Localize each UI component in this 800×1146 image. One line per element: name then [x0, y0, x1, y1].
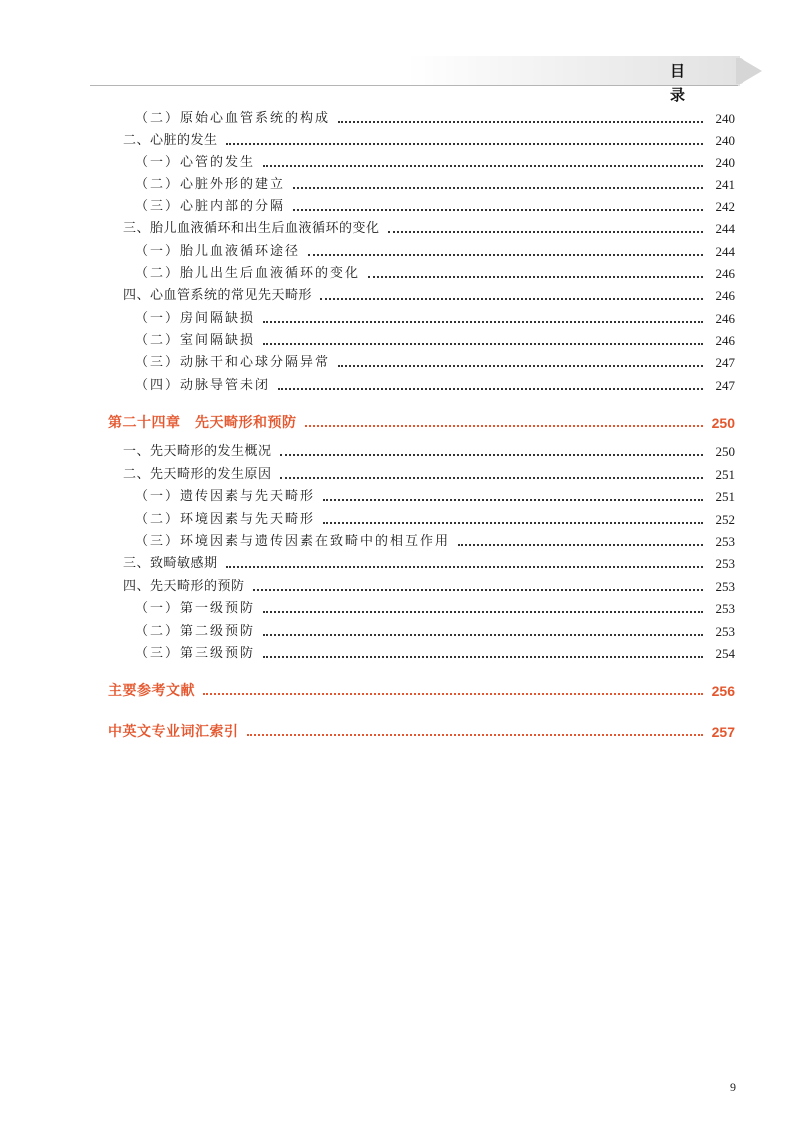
leader-dots — [308, 253, 703, 256]
leader-dots — [293, 208, 703, 211]
toc-chapter-label: 第二十四章 先天畸形和预防 — [108, 415, 297, 431]
leader-dots — [280, 453, 703, 456]
toc-entry-label: （一）房间隔缺损 — [135, 311, 256, 326]
toc-entry-page: 253 — [715, 534, 735, 549]
toc-entry-label: （二）第二级预防 — [135, 624, 256, 639]
leader-dots — [458, 543, 703, 546]
leader-dots — [305, 424, 704, 427]
leader-dots — [320, 297, 703, 300]
leader-dots — [368, 275, 703, 278]
toc-entry[interactable] — [135, 197, 735, 217]
toc-entry[interactable] — [135, 331, 735, 351]
toc-chapter-entry[interactable] — [108, 681, 735, 701]
toc-entry-label: （二）心脏外形的建立 — [135, 177, 286, 192]
toc-entry[interactable] — [135, 487, 735, 507]
toc-entry-page: 252 — [715, 512, 735, 527]
leader-dots — [263, 342, 703, 345]
toc-entry-label: （一）心管的发生 — [135, 155, 256, 170]
header-band — [0, 56, 740, 104]
toc-entry-page: 240 — [715, 111, 735, 126]
toc-entry[interactable] — [135, 644, 735, 664]
toc-chapter-page: 257 — [711, 724, 735, 740]
toc-entry-label: 四、先天畸形的预防 — [123, 579, 245, 594]
toc-chapter-entry[interactable] — [108, 722, 735, 742]
toc-entry[interactable] — [123, 286, 735, 306]
leader-dots — [203, 692, 703, 695]
toc-entry-page: 242 — [715, 199, 735, 214]
toc-entry-label: （一）胎儿血液循环途径 — [135, 244, 301, 259]
toc-entry-label: 二、先天畸形的发生原因 — [123, 467, 272, 482]
toc-entry[interactable] — [135, 153, 735, 173]
toc-entry-label: （二）室间隔缺损 — [135, 333, 256, 348]
toc-entry-page: 240 — [715, 133, 735, 148]
header-rule — [90, 85, 738, 86]
toc-entry-page: 240 — [715, 155, 735, 170]
leader-dots — [338, 364, 703, 367]
leader-dots — [323, 521, 703, 524]
toc-entry[interactable] — [123, 465, 735, 485]
toc-entry[interactable] — [135, 353, 735, 373]
leader-dots — [323, 498, 703, 501]
toc-entry-page: 251 — [715, 467, 735, 482]
toc-entry-page: 246 — [715, 266, 735, 281]
toc-entry-page: 246 — [715, 333, 735, 348]
running-header-title: 目 录 — [670, 62, 696, 104]
toc-entry[interactable] — [135, 376, 735, 396]
toc-entry-label: 三、致畸敏感期 — [123, 556, 218, 571]
leader-dots — [280, 476, 703, 479]
toc-entry-label: （四）动脉导管未闭 — [135, 378, 271, 393]
toc-entry-label: 一、先天畸形的发生概况 — [123, 444, 272, 459]
toc-entry-page: 246 — [715, 288, 735, 303]
leader-dots — [263, 655, 703, 658]
toc-entry-page: 254 — [715, 646, 735, 661]
toc-entry-label: 二、心脏的发生 — [123, 133, 218, 148]
leader-dots — [247, 733, 704, 736]
toc-entry-label: （二）原始心血管系统的构成 — [135, 111, 331, 126]
toc-entry[interactable] — [135, 242, 735, 262]
header-tab-arrow-icon — [740, 58, 762, 84]
toc-entry-page: 246 — [715, 311, 735, 326]
toc-entry[interactable] — [123, 554, 735, 574]
toc-entry-page: 247 — [715, 378, 735, 393]
leader-dots — [263, 633, 703, 636]
toc-chapter-label: 中英文专业词汇索引 — [108, 724, 239, 740]
toc-chapter-page: 250 — [711, 415, 735, 431]
leader-dots — [263, 164, 703, 167]
toc-entry-page: 247 — [715, 355, 735, 370]
toc-entry-page: 253 — [715, 579, 735, 594]
toc-entry-label: （二）环境因素与先天畸形 — [135, 512, 316, 527]
toc-chapter-entry[interactable] — [108, 413, 735, 433]
toc-entry-page: 244 — [715, 221, 735, 236]
toc-entry-label: （二）胎儿出生后血液循环的变化 — [135, 266, 361, 281]
toc-entry-page: 250 — [715, 444, 735, 459]
toc-entry-label: （一）遗传因素与先天畸形 — [135, 489, 316, 504]
toc-entry-page: 253 — [715, 601, 735, 616]
toc-entry[interactable] — [123, 131, 735, 151]
toc-entry-label: （三）心脏内部的分隔 — [135, 199, 286, 214]
toc-entry[interactable] — [123, 442, 735, 462]
leader-dots — [388, 230, 703, 233]
toc-entry[interactable] — [135, 599, 735, 619]
leader-dots — [263, 320, 703, 323]
toc-entry-page: 244 — [715, 244, 735, 259]
toc-entry-label: （三）动脉干和心球分隔异常 — [135, 355, 331, 370]
toc-entry[interactable] — [123, 577, 735, 597]
toc-entry[interactable] — [135, 264, 735, 284]
toc-entry[interactable] — [135, 532, 735, 552]
toc-entry[interactable] — [135, 309, 735, 329]
toc-entry[interactable] — [135, 175, 735, 195]
toc-entry[interactable] — [135, 622, 735, 642]
toc-entry-label: 三、胎儿血液循环和出生后血液循环的变化 — [123, 221, 380, 236]
toc-entry-label: （一）第一级预防 — [135, 601, 256, 616]
toc-entry-page: 241 — [715, 177, 735, 192]
toc-entry[interactable] — [135, 510, 735, 530]
leader-dots — [278, 387, 703, 390]
toc-entry[interactable] — [123, 219, 735, 239]
leader-dots — [338, 120, 703, 123]
leader-dots — [226, 142, 703, 145]
toc-entry-label: （三）第三级预防 — [135, 646, 256, 661]
toc-chapter-page: 256 — [711, 683, 735, 699]
toc-entry-label: （三）环境因素与遗传因素在致畸中的相互作用 — [135, 534, 451, 549]
toc-entry-label: 四、心血管系统的常见先天畸形 — [123, 288, 313, 303]
toc-entry-page: 253 — [715, 556, 735, 571]
leader-dots — [293, 186, 703, 189]
toc-entry-page: 251 — [715, 489, 735, 504]
page-number: 9 — [730, 1080, 736, 1094]
leader-dots — [226, 565, 703, 568]
toc-entry[interactable] — [135, 109, 735, 129]
toc-chapter-label: 主要参考文献 — [108, 683, 195, 699]
leader-dots — [253, 588, 703, 591]
leader-dots — [263, 610, 703, 613]
toc-entry-page: 253 — [715, 624, 735, 639]
